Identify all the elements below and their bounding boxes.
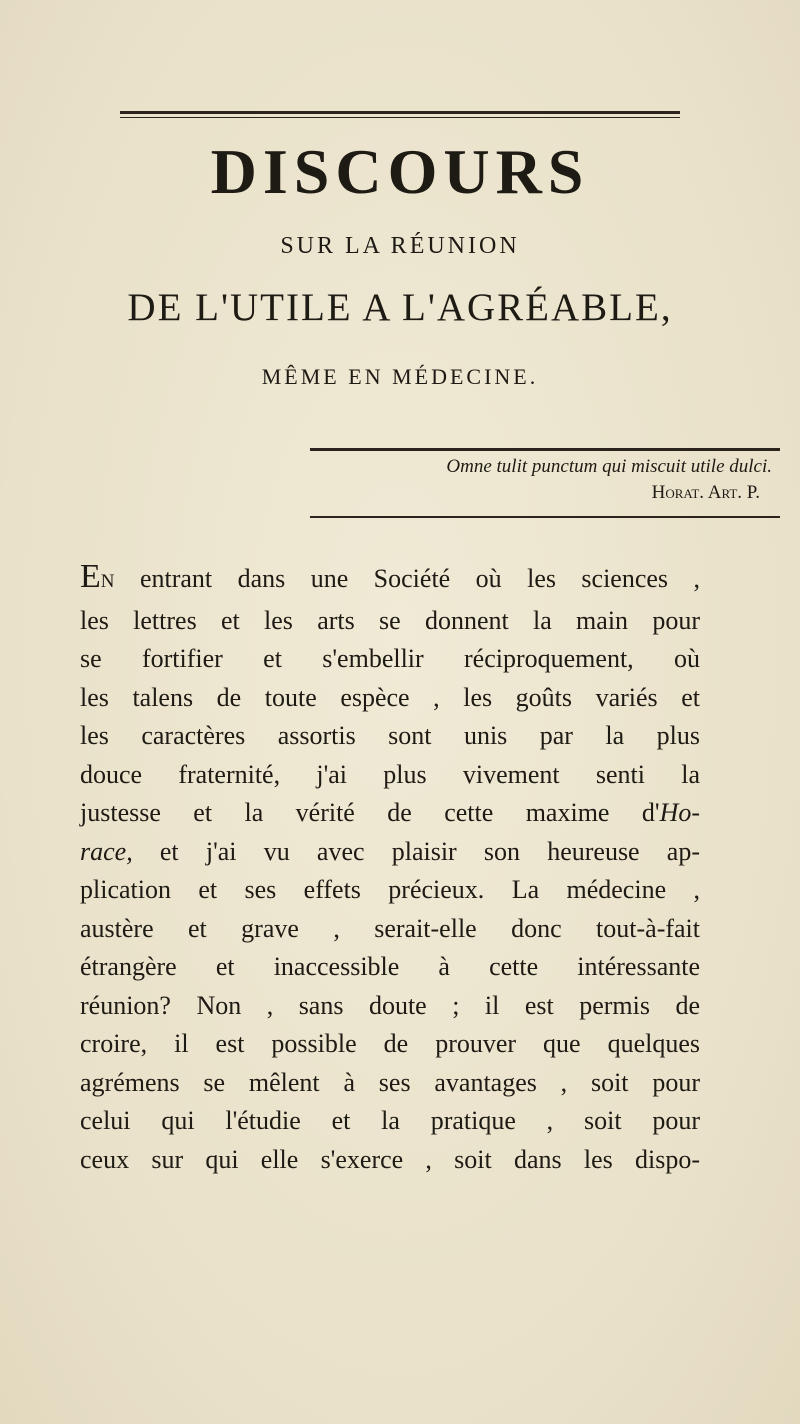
text-line: étrangère et inaccessible à cette intéressante [80, 952, 700, 981]
top-rule-thin [120, 117, 680, 118]
text-line: réunion? Non , sans doute ; il est permis de [80, 990, 700, 1020]
epigraph-rule-bottom [310, 516, 780, 518]
italic-race: race, [80, 836, 133, 866]
text-line: austère et grave , serait-elle donc tout-à-fait [80, 913, 700, 943]
text-line: douce fraternité, j'ai plus vivement senti la [80, 759, 700, 789]
epigraph [310, 454, 772, 506]
title-line-2: SUR LA RÉUNION [280, 233, 520, 259]
epigraph-source: Horat. Art. P. [651, 482, 760, 503]
text-line: ceux sur qui elle s'exerce , soit dans les dispo- [80, 1144, 700, 1174]
text-line: les caractères assortis sont unis par la plus [80, 721, 700, 750]
text-line: EN entrant dans une Société où les sciences , [80, 558, 700, 595]
drop-cap: E [80, 558, 101, 595]
text-line: se fortifier et s'embellir réciproquement, où [80, 644, 700, 673]
text-line: plication et ses effets précieux. La médecine , [80, 875, 700, 904]
text-line: justesse et la vérité de cette maxime d'Ho- [80, 798, 700, 827]
text-line: les lettres et les arts se donnent la main pour [80, 605, 700, 635]
title-line-3: DE L'UTILE A L'AGRÉABLE, [127, 286, 673, 329]
text-line: croire, il est possible de prouver que quelques [80, 1029, 700, 1058]
text-line: celui qui l'étudie et la pratique , soit pour [80, 1106, 700, 1135]
epigraph-rule-top [310, 448, 780, 451]
top-rule [120, 111, 680, 114]
italic-ho: Ho- [659, 798, 700, 827]
text-line: les talens de toute espèce , les goûts variés et [80, 682, 700, 712]
body-text [80, 560, 700, 1179]
title-main: DISCOURS [210, 136, 590, 207]
title-line-4: MÊME EN MÉDECINE. [261, 364, 539, 389]
epigraph-quote: Omne tulit punctum qui miscuit utile dulci. [446, 456, 772, 477]
first-word-rest: N [100, 571, 115, 592]
text-line: race, et j'ai vu avec plaisir son heureuse ap- [80, 836, 700, 866]
text-line: agrémens se mêlent à ses avantages , soit pour [80, 1067, 700, 1097]
